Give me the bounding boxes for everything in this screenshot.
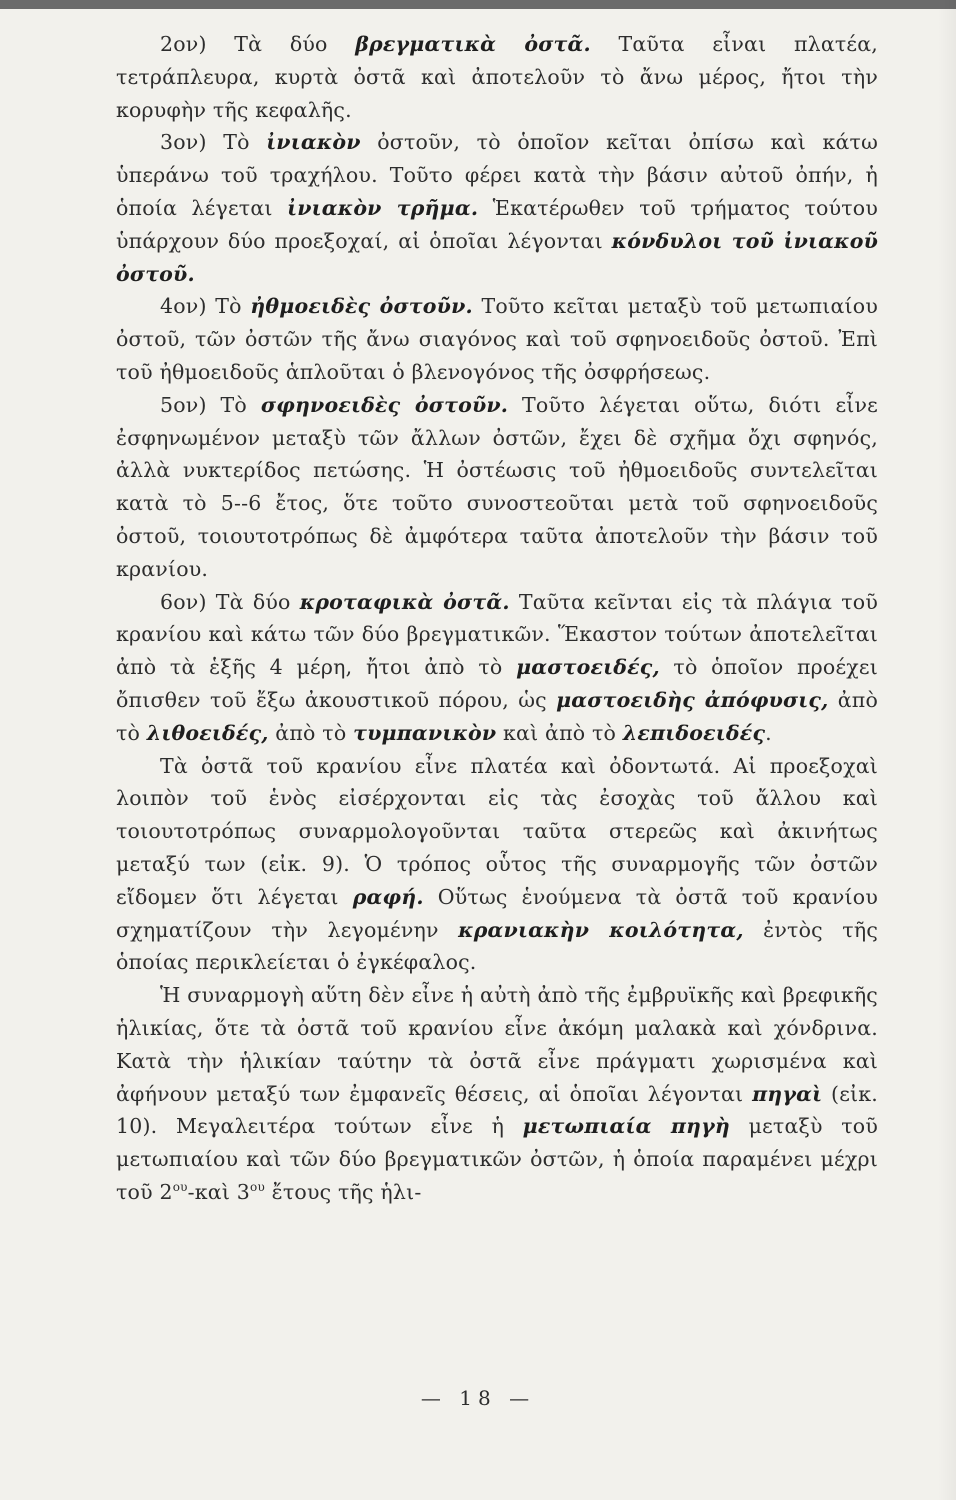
scan-right-edge — [938, 0, 956, 1500]
text-run: Ταῦτα κεῖνται εἰς τὰ πλάγια τοῦ κρανίου καὶ κάτω τῶν δύο βρεγματικῶν. Ἕκαστον τούτων ἀποτελεῖται ἀπὸ τὰ ἑξῆς 4 μέρη, ἤτοι ἀπὸ τὸ — [116, 589, 879, 680]
text-run: ἀπὸ τὸ — [268, 720, 354, 745]
page-number: — 18 — — [420, 1386, 536, 1410]
text-run: ἔτους τῆς ἡλι- — [264, 1179, 422, 1204]
text-run: 5ον) Τὸ — [160, 392, 261, 417]
emphasized-term: ραφή. — [352, 884, 424, 909]
paragraph — [116, 586, 878, 750]
text-run: ἀπὸ τὸ — [116, 687, 878, 745]
paragraph — [116, 290, 878, 388]
text-run: 2ον) Τὰ δύο — [160, 32, 356, 56]
paragraph — [116, 28, 878, 126]
emphasized-term: μαστοειδὴς ἀπόφυσις, — [556, 687, 829, 712]
text-run: 6ον) Τὰ δύο — [160, 589, 300, 614]
text-run: μεταξὺ τοῦ μετωπιαίου καὶ τῶν δύο βρεγματικῶν ὀστῶν, ἡ ὁποία παραμένει μέχρι τοῦ 2 — [116, 1114, 878, 1204]
emphasized-term: ἠθμοειδὲς ὀστοῦν. — [250, 294, 473, 319]
paragraph — [116, 979, 878, 1209]
emphasized-term: λιθοειδές, — [146, 720, 269, 745]
emphasized-term: μαστοειδές, — [516, 655, 660, 680]
text-run: 3ον) Τὸ — [160, 130, 267, 155]
text-run: (εἰκ. 10). Μεγαλειτέρα τούτων εἶνε ἡ — [116, 1081, 878, 1139]
emphasized-term: ἰνιακὸν τρῆμα. — [287, 195, 479, 220]
emphasized-term: βρεγματικὰ ὀστᾶ. — [355, 32, 591, 56]
text-run: Ἡ συναρμογὴ αὕτη δὲν εἶνε ἡ αὐτὴ ἀπὸ τῆς ἐμβρυϊκῆς καὶ βρεφικῆς ἡλικίας, ὅτε τὰ ὀστᾶ τοῦ κρανίου εἶνε ἀκόμη μαλακὰ καὶ χόνδρινα. Κατὰ τὴν ἡλικίαν ταύτην τὰ ὀστᾶ εἶνε πράγματι χωρισμένα καὶ ἀφήνουν μεταξύ των ἐμφανεῖς θέσεις, αἱ ὁποῖαι λέγονται — [116, 983, 878, 1106]
emphasized-term: σφηνοειδὲς ὀστοῦν. — [260, 392, 509, 417]
superscript: ου — [172, 1180, 188, 1195]
emphasized-term: μετωπιαία πηγὴ — [522, 1114, 730, 1139]
text-run: Ἑκατέρωθεν τοῦ τρήματος τούτου ὑπάρχουν δύο προεξοχαί, αἱ ὁποῖαι λέγονται — [116, 195, 878, 253]
text-run: Ταῦτα εἶναι πλατέα, τετράπλευρα, κυρτὰ ὀστᾶ καὶ ἀποτελοῦν τὸ ἄνω μέρος, ἤτοι τὴν κορυφὴν τῆς κεφαλῆς. — [116, 32, 878, 122]
text-run: 4ον) Τὸ — [160, 294, 251, 319]
paragraph — [116, 126, 878, 290]
emphasized-term: κροταφικὰ ὀστᾶ. — [299, 589, 510, 614]
text-run: Τὰ ὀστᾶ τοῦ κρανίου εἶνε πλατέα καὶ ὀδοντωτά. Αἱ προεξοχαὶ λοιπὸν τοῦ ἑνὸς εἰσέρχονται εἰς τὰς ἐσοχὰς τοῦ ἄλλου καὶ τοιουτοτρόπως συναρμολογοῦνται ταῦτα στερεῶς καὶ ἀκινήτως μεταξύ των (εἰκ. 9). Ὁ τρόπος οὗτος τῆς συναρμογῆς τῶν ὀστῶν εἴδομεν ὅτι λέγεται — [116, 753, 878, 909]
paragraph — [116, 750, 878, 980]
text-run: τὸ ὁποῖον προέχει ὄπισθεν τοῦ ἔξω ἀκουστικοῦ πόρου, ὡς — [116, 655, 878, 712]
superscript: ου — [250, 1180, 265, 1195]
text-run: Τοῦτο κεῖται μεταξὺ τοῦ μετωπιαίου ὀστοῦ, τῶν ὀστῶν τῆς ἄνω σιαγόνος καὶ τοῦ σφηνοειδοῦς ὀστοῦ. Ἐπὶ τοῦ ἠθμοειδοῦς ἁπλοῦται ὁ βλενογόνος τῆς ὀσφρήσεως. — [116, 294, 878, 384]
text-run: Τοῦτο λέγεται οὕτω, διότι εἶνε ἐσφηνωμένον μεταξὺ τῶν ἄλλων ὀστῶν, ἔχει δὲ σχῆμα ὄχι σφηνός, ἀλλὰ νυκτερίδος πετώσης. Ἡ ὀστέωσις τοῦ ἠθμοειδοῦς συντελεῖται κατὰ τὸ 5--6 ἔτος, ὅτε τοῦτο συνοστεοῦται μετὰ τοῦ σφηνοειδοῦς ὀστοῦ, τοιουτοτρόπως δὲ ἀμφότερα ταῦτα ἀποτελοῦν τὴν βάσιν τοῦ κρανίου. — [116, 392, 878, 581]
scan-top-edge — [0, 0, 956, 9]
emphasized-term: λεπιδοειδές — [622, 720, 766, 745]
emphasized-term: ἰνιακὸν — [266, 130, 361, 155]
book-page — [116, 28, 878, 1468]
text-run: . — [765, 720, 772, 745]
text-run: ὀστοῦν, τὸ ὁποῖον κεῖται ὀπίσω καὶ κάτω ὑπεράνω τοῦ τραχήλου. Τοῦτο φέρει κατὰ τὴν βάσιν αὐτοῦ ὀπήν, ἡ ὁποία λέγεται — [116, 130, 879, 220]
text-run: Οὕτως ἑνούμενα τὰ ὀστᾶ τοῦ κρανίου σχηματίζουν τὴν λεγομένην — [116, 884, 878, 942]
text-run: -καὶ 3 — [187, 1179, 251, 1204]
emphasized-term: κόνδυλοι τοῦ ἰνιακοῦ ὀστοῦ. — [116, 228, 878, 286]
paragraph — [116, 389, 878, 586]
text-run: καὶ ἀπὸ τὸ — [496, 720, 623, 745]
emphasized-term: πηγαὶ — [752, 1081, 823, 1106]
emphasized-term: τυμπανικὸν — [353, 720, 497, 745]
emphasized-term: κρανιακὴν κοιλότητα, — [458, 917, 744, 942]
text-body — [116, 28, 878, 1209]
text-run: ἐντὸς τῆς ὁποίας περικλείεται ὁ ἐγκέφαλος. — [116, 917, 878, 975]
